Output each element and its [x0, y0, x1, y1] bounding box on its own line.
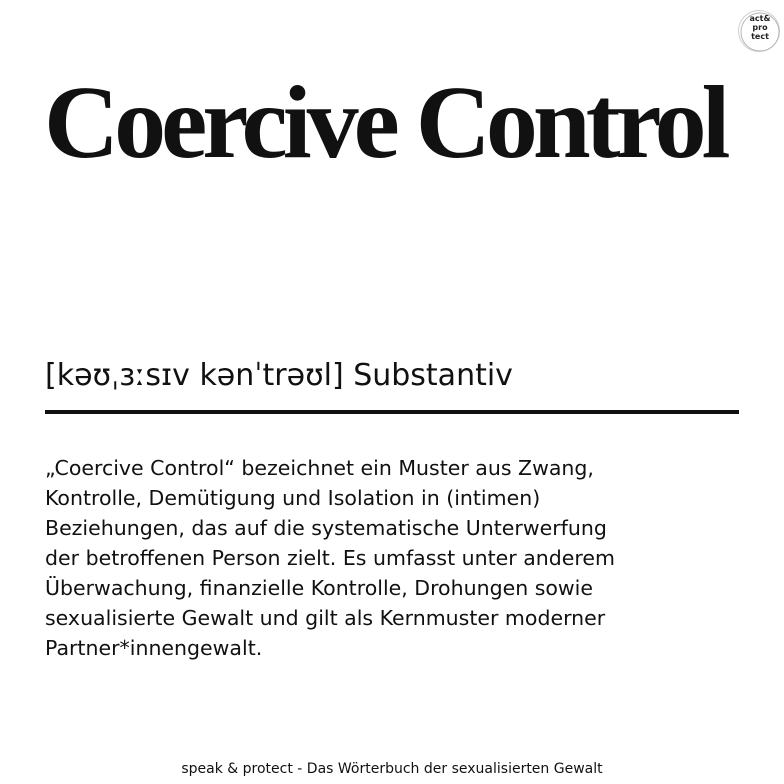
footer-caption: speak & protect - Das Wörterbuch der sexualisierten Gewalt	[181, 761, 603, 777]
definition-text: „Coercive Control“ bezeichnet ein Muster aus Zwang, Kontrolle, Demütigung und Isolation in (intimen) Beziehungen, das auf die systematische Unterwerfung der betroffenen Person zielt. Es umfasst unter anderem Überwachung, finanzielle Kontrolle, Drohungen sowie sexualisierte Gewalt und gilt als Kernmuster moderner Partner*innengewalt.	[45, 456, 615, 660]
logo-text	[739, 14, 781, 41]
divider	[45, 410, 739, 414]
pronunciation-and-word-class: [kəʊˌɜːsɪv kənˈtrəʊl] Substantiv	[45, 358, 513, 393]
term-title: Coercive Control	[44, 65, 726, 180]
act-and-protect-logo	[738, 10, 780, 52]
logo-line-2: pro	[752, 23, 768, 32]
logo-line-1: act&	[749, 14, 771, 23]
logo-line-3: tect	[751, 32, 769, 41]
